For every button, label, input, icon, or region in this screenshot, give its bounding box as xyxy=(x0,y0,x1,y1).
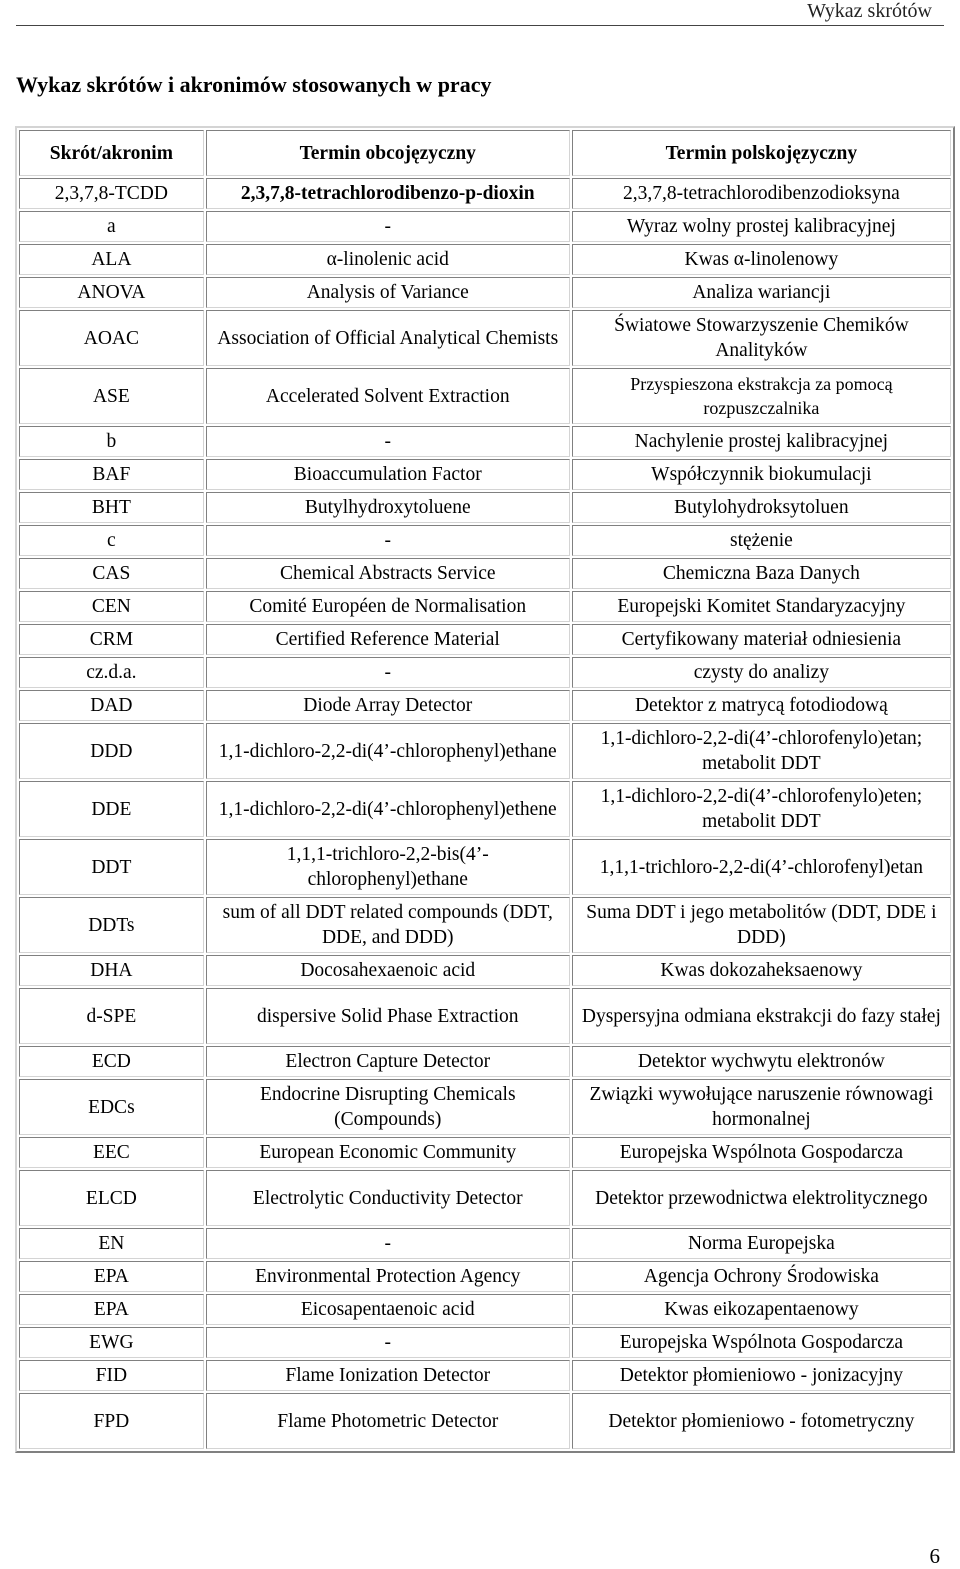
table-row xyxy=(19,492,951,523)
cell-abbreviation: c xyxy=(19,525,204,556)
cell-foreign-term: - xyxy=(206,657,570,688)
cell-abbreviation: DAD xyxy=(19,690,204,721)
cell-polish-term: Detektor płomieniowo - jonizacyjny xyxy=(572,1360,951,1391)
cell-polish-term: Detektor z matrycą fotodiodową xyxy=(572,690,951,721)
table-row xyxy=(19,525,951,556)
abbreviations-table xyxy=(17,128,953,1451)
cell-polish-term: 2,3,7,8-tetrachlorodibenzodioksyna xyxy=(572,178,951,209)
cell-foreign-term: Accelerated Solvent Extraction xyxy=(206,368,570,424)
cell-abbreviation: DDE xyxy=(19,781,204,837)
cell-foreign-term: Environmental Protection Agency xyxy=(206,1261,570,1292)
cell-abbreviation: CAS xyxy=(19,558,204,589)
cell-polish-term: Analiza wariancji xyxy=(572,277,951,308)
cell-abbreviation: EWG xyxy=(19,1327,204,1358)
cell-foreign-term: Docosahexaenoic acid xyxy=(206,955,570,986)
cell-polish-term: stężenie xyxy=(572,525,951,556)
table-row xyxy=(19,1228,951,1259)
cell-polish-term: Wyraz wolny prostej kalibracyjnej xyxy=(572,211,951,242)
table-row xyxy=(19,459,951,490)
cell-foreign-term: 1,1-dichloro-2,2-di(4’-chlorophenyl)ethene xyxy=(206,781,570,837)
cell-polish-term: 1,1-dichloro-2,2-di(4’-chlorofenylo)eten; metabolit DDT xyxy=(572,781,951,837)
cell-foreign-term: - xyxy=(206,211,570,242)
cell-foreign-term: Bioaccumulation Factor xyxy=(206,459,570,490)
cell-abbreviation: 2,3,7,8-TCDD xyxy=(19,178,204,209)
cell-abbreviation: DDTs xyxy=(19,897,204,953)
cell-foreign-term: Eicosapentaenoic acid xyxy=(206,1294,570,1325)
cell-abbreviation: EPA xyxy=(19,1294,204,1325)
cell-polish-term: Współczynnik biokumulacji xyxy=(572,459,951,490)
header-divider xyxy=(16,25,944,26)
table-row xyxy=(19,1170,951,1226)
table-row xyxy=(19,426,951,457)
cell-polish-term: Detektor wychwytu elektronów xyxy=(572,1046,951,1077)
cell-polish-term: Światowe Stowarzyszenie Chemików Analityków xyxy=(572,310,951,366)
cell-abbreviation: FID xyxy=(19,1360,204,1391)
running-header: Wykaz skrótów xyxy=(807,0,932,22)
cell-abbreviation: EN xyxy=(19,1228,204,1259)
cell-foreign-term: Association of Official Analytical Chemists xyxy=(206,310,570,366)
table-row xyxy=(19,1079,951,1135)
table-row xyxy=(19,897,951,953)
table-row xyxy=(19,211,951,242)
cell-abbreviation: DDD xyxy=(19,723,204,779)
table-row xyxy=(19,591,951,622)
cell-abbreviation: EPA xyxy=(19,1261,204,1292)
cell-abbreviation: d-SPE xyxy=(19,988,204,1044)
table-row xyxy=(19,310,951,366)
cell-polish-term: Europejski Komitet Standaryzacyjny xyxy=(572,591,951,622)
table-row xyxy=(19,657,951,688)
cell-foreign-term: α-linolenic acid xyxy=(206,244,570,275)
table-row xyxy=(19,1360,951,1391)
table-row xyxy=(19,178,951,209)
cell-polish-term: Kwas eikozapentaenowy xyxy=(572,1294,951,1325)
cell-abbreviation: a xyxy=(19,211,204,242)
cell-abbreviation: CRM xyxy=(19,624,204,655)
cell-foreign-term: - xyxy=(206,426,570,457)
table-row xyxy=(19,558,951,589)
cell-polish-term: Europejska Wspólnota Gospodarcza xyxy=(572,1137,951,1168)
cell-foreign-term: 1,1,1-trichloro-2,2-bis(4’-chlorophenyl)ethane xyxy=(206,839,570,895)
cell-polish-term: Dyspersyjna odmiana ekstrakcji do fazy stałej xyxy=(572,988,951,1044)
cell-foreign-term: Certified Reference Material xyxy=(206,624,570,655)
cell-abbreviation: CEN xyxy=(19,591,204,622)
cell-polish-term: Nachylenie prostej kalibracyjnej xyxy=(572,426,951,457)
cell-foreign-term: Comité Européen de Normalisation xyxy=(206,591,570,622)
cell-foreign-term: Butylhydroxytoluene xyxy=(206,492,570,523)
cell-polish-term: Chemiczna Baza Danych xyxy=(572,558,951,589)
cell-foreign-term: - xyxy=(206,525,570,556)
table-row xyxy=(19,277,951,308)
cell-polish-term: Butylohydroksytoluen xyxy=(572,492,951,523)
cell-abbreviation: ASE xyxy=(19,368,204,424)
table-row xyxy=(19,368,951,424)
table-row xyxy=(19,1327,951,1358)
table-row xyxy=(19,1137,951,1168)
cell-polish-term: 1,1,1-trichloro-2,2-di(4’-chlorofenyl)etan xyxy=(572,839,951,895)
table-row xyxy=(19,1393,951,1449)
cell-foreign-term: Endocrine Disrupting Chemicals (Compounds) xyxy=(206,1079,570,1135)
table-row xyxy=(19,988,951,1044)
cell-abbreviation: DHA xyxy=(19,955,204,986)
cell-abbreviation: BAF xyxy=(19,459,204,490)
cell-abbreviation: FPD xyxy=(19,1393,204,1449)
cell-polish-term: Kwas α-linolenowy xyxy=(572,244,951,275)
cell-foreign-term: dispersive Solid Phase Extraction xyxy=(206,988,570,1044)
cell-abbreviation: BHT xyxy=(19,492,204,523)
cell-foreign-term: Diode Array Detector xyxy=(206,690,570,721)
cell-foreign-term: Electron Capture Detector xyxy=(206,1046,570,1077)
cell-foreign-term: - xyxy=(206,1228,570,1259)
cell-foreign-term: 2,3,7,8-tetrachlorodibenzo-p-dioxin xyxy=(206,178,570,209)
cell-abbreviation: cz.d.a. xyxy=(19,657,204,688)
table-row xyxy=(19,839,951,895)
table-row xyxy=(19,723,951,779)
cell-foreign-term: sum of all DDT related compounds (DDT, DDE, and DDD) xyxy=(206,897,570,953)
table-row xyxy=(19,955,951,986)
cell-polish-term: 1,1-dichloro-2,2-di(4’-chlorofenylo)etan; metabolit DDT xyxy=(572,723,951,779)
cell-abbreviation: EEC xyxy=(19,1137,204,1168)
cell-foreign-term: Flame Ionization Detector xyxy=(206,1360,570,1391)
table-header-row xyxy=(19,130,951,176)
table-row xyxy=(19,1294,951,1325)
cell-polish-term: Przyspieszona ekstrakcja za pomocą rozpuszczalnika xyxy=(572,368,951,424)
cell-foreign-term: Electrolytic Conductivity Detector xyxy=(206,1170,570,1226)
cell-abbreviation: AOAC xyxy=(19,310,204,366)
cell-polish-term: Detektor płomieniowo - fotometryczny xyxy=(572,1393,951,1449)
column-header-polish-term: Termin polskojęzyczny xyxy=(572,130,951,176)
page-number: 6 xyxy=(929,1544,940,1568)
cell-polish-term: Suma DDT i jego metabolitów (DDT, DDE i DDD) xyxy=(572,897,951,953)
cell-polish-term: Kwas dokozaheksaenowy xyxy=(572,955,951,986)
table-row xyxy=(19,781,951,837)
cell-abbreviation: DDT xyxy=(19,839,204,895)
table-body xyxy=(19,178,951,1449)
cell-foreign-term: European Economic Community xyxy=(206,1137,570,1168)
cell-polish-term: Agencja Ochrony Środowiska xyxy=(572,1261,951,1292)
document-title: Wykaz skrótów i akronimów stosowanych w pracy xyxy=(16,72,492,97)
column-header-foreign-term: Termin obcojęzyczny xyxy=(206,130,570,176)
cell-foreign-term: 1,1-dichloro-2,2-di(4’-chlorophenyl)ethane xyxy=(206,723,570,779)
column-header-abbreviation: Skrót/akronim xyxy=(19,130,204,176)
cell-polish-term: czysty do analizy xyxy=(572,657,951,688)
cell-polish-term: Certyfikowany materiał odniesienia xyxy=(572,624,951,655)
cell-foreign-term: Analysis of Variance xyxy=(206,277,570,308)
cell-polish-term: Norma Europejska xyxy=(572,1228,951,1259)
cell-foreign-term: - xyxy=(206,1327,570,1358)
cell-polish-term: Związki wywołujące naruszenie równowagi hormonalnej xyxy=(572,1079,951,1135)
cell-foreign-term: Chemical Abstracts Service xyxy=(206,558,570,589)
cell-abbreviation: EDCs xyxy=(19,1079,204,1135)
table-row xyxy=(19,624,951,655)
table-row xyxy=(19,1046,951,1077)
cell-polish-term: Europejska Wspólnota Gospodarcza xyxy=(572,1327,951,1358)
cell-foreign-term: Flame Photometric Detector xyxy=(206,1393,570,1449)
cell-abbreviation: b xyxy=(19,426,204,457)
table-row xyxy=(19,1261,951,1292)
cell-abbreviation: ECD xyxy=(19,1046,204,1077)
table-row xyxy=(19,244,951,275)
table-row xyxy=(19,690,951,721)
cell-abbreviation: ALA xyxy=(19,244,204,275)
cell-polish-term: Detektor przewodnictwa elektrolitycznego xyxy=(572,1170,951,1226)
cell-abbreviation: ANOVA xyxy=(19,277,204,308)
abbreviations-table-frame xyxy=(15,126,955,1453)
cell-abbreviation: ELCD xyxy=(19,1170,204,1226)
